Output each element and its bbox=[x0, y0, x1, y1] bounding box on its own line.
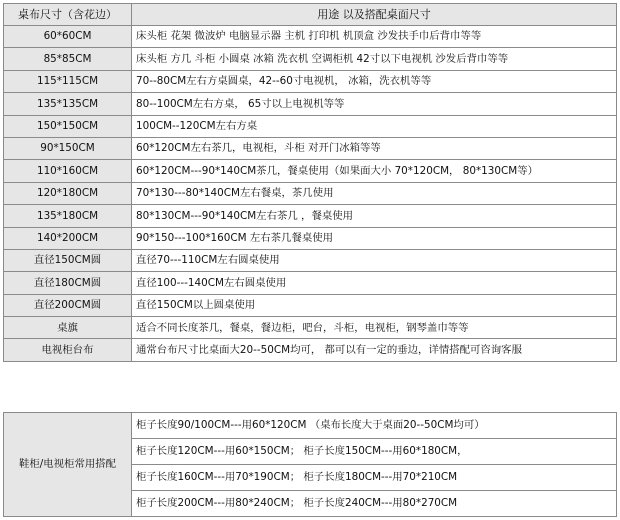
cabinet-row: 柜子长度120CM---用60*150CM； 柜子长度150CM---用60*180CM， bbox=[132, 439, 617, 465]
header-row bbox=[4, 4, 617, 26]
size-cell: 135*135CM bbox=[4, 93, 132, 115]
size-cell: 桌旗 bbox=[4, 317, 132, 339]
size-table bbox=[3, 3, 617, 362]
cabinet-row: 柜子长度90/100CM---用60*120CM （桌布长度大于桌面20--50CM均可） bbox=[132, 413, 617, 439]
use-cell: 100CM--120CM左右方桌 bbox=[132, 115, 617, 137]
header-size: 桌布尺寸（含花边） bbox=[4, 4, 132, 26]
table-row bbox=[4, 160, 617, 182]
use-cell: 60*120CM左右茶几，电视柜，斗柜 对开门冰箱等等 bbox=[132, 137, 617, 159]
cabinet-label: 鞋柜/电视柜常用搭配 bbox=[4, 413, 132, 517]
size-cell: 140*200CM bbox=[4, 227, 132, 249]
cabinet-table bbox=[3, 412, 617, 517]
table-row bbox=[4, 26, 617, 48]
table-row bbox=[4, 249, 617, 271]
table-row bbox=[4, 339, 617, 361]
use-cell: 直径70---110CM左右圆桌使用 bbox=[132, 249, 617, 271]
use-cell: 通常台布尺寸比桌面大20--50CM均可， 都可以有一定的垂边，详情搭配可咨询客服 bbox=[132, 339, 617, 361]
use-cell: 床头柜 花架 微波炉 电脑显示器 主机 打印机 机顶盒 沙发扶手巾后背巾等等 bbox=[132, 26, 617, 48]
table-row bbox=[4, 205, 617, 227]
table-row bbox=[4, 48, 617, 70]
header-use: 用途 以及搭配桌面尺寸 bbox=[132, 4, 617, 26]
size-cell: 110*160CM bbox=[4, 160, 132, 182]
use-cell: 70*130---80*140CM左右餐桌，茶几使用 bbox=[132, 182, 617, 204]
size-cell: 直径150CM圆 bbox=[4, 249, 132, 271]
size-cell: 电视柜台布 bbox=[4, 339, 132, 361]
use-cell: 直径150CM以上圆桌使用 bbox=[132, 294, 617, 316]
use-cell: 90*150---100*160CM 左右茶几餐桌使用 bbox=[132, 227, 617, 249]
use-cell: 适合不同长度茶几，餐桌，餐边柜，吧台，斗柜，电视柜，钢琴盖巾等等 bbox=[132, 317, 617, 339]
use-cell: 床头柜 方几 斗柜 小圆桌 冰箱 洗衣机 空调柜机 42寸以下电视机 沙发后背巾等等 bbox=[132, 48, 617, 70]
use-cell: 70--80CM左右方桌圆桌，42--60寸电视机， 冰箱，洗衣机等等 bbox=[132, 70, 617, 92]
table-row bbox=[4, 272, 617, 294]
table-row bbox=[4, 413, 617, 439]
cabinet-row: 柜子长度160CM---用70*190CM； 柜子长度180CM---用70*210CM bbox=[132, 465, 617, 491]
size-cell: 直径200CM圆 bbox=[4, 294, 132, 316]
use-cell: 直径100---140CM左右圆桌使用 bbox=[132, 272, 617, 294]
table-row bbox=[4, 115, 617, 137]
use-cell: 60*120CM---90*140CM茶几，餐桌使用（如果面大小 70*120CM， 80*130CM等） bbox=[132, 160, 617, 182]
table-row bbox=[4, 317, 617, 339]
size-cell: 90*150CM bbox=[4, 137, 132, 159]
size-cell: 150*150CM bbox=[4, 115, 132, 137]
table-row bbox=[4, 93, 617, 115]
size-cell: 直径180CM圆 bbox=[4, 272, 132, 294]
use-cell: 80--100CM左右方桌， 65寸以上电视机等等 bbox=[132, 93, 617, 115]
table-row bbox=[4, 294, 617, 316]
size-cell: 60*60CM bbox=[4, 26, 132, 48]
table-row bbox=[4, 182, 617, 204]
table-row bbox=[4, 137, 617, 159]
size-cell: 85*85CM bbox=[4, 48, 132, 70]
table-row bbox=[4, 227, 617, 249]
size-cell: 115*115CM bbox=[4, 70, 132, 92]
use-cell: 80*130CM---90*140CM左右茶几 ，餐桌使用 bbox=[132, 205, 617, 227]
size-cell: 120*180CM bbox=[4, 182, 132, 204]
cabinet-row: 柜子长度200CM---用80*240CM； 柜子长度240CM---用80*270CM bbox=[132, 491, 617, 517]
size-cell: 135*180CM bbox=[4, 205, 132, 227]
table-row bbox=[4, 70, 617, 92]
